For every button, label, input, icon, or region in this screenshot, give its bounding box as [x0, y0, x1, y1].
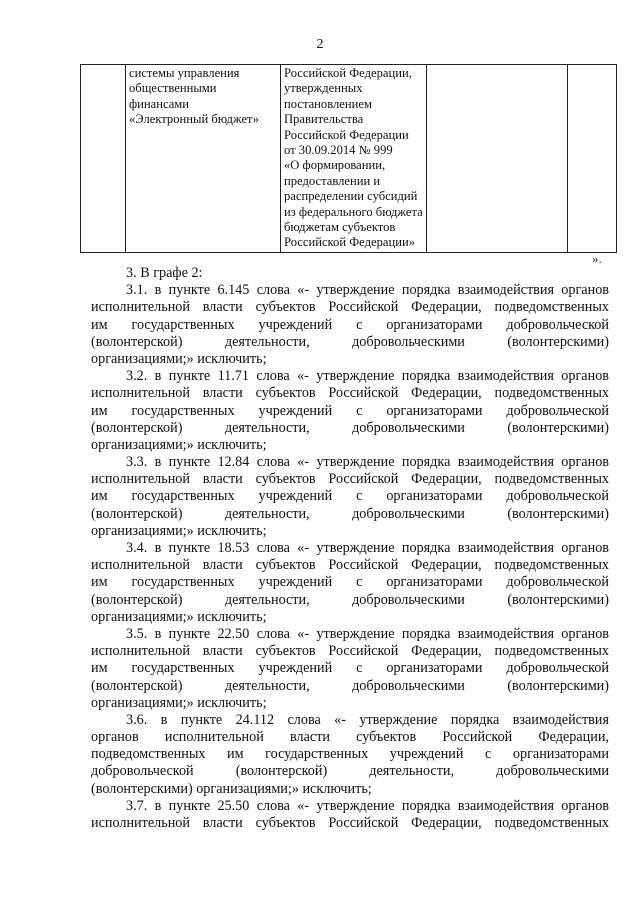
- paragraph-line: исполнительной власти субъектов Российской Федерации, подведомственных: [91, 385, 609, 402]
- paragraph-line: исполнительной власти субъектов Российской Федерации, подведомственных: [91, 471, 609, 488]
- amendment-item-3-6: [91, 712, 609, 798]
- cell-text-line: утвержденных: [284, 81, 363, 96]
- paragraph-line: им государственных учреждений с организаторами добровольческой: [91, 660, 609, 677]
- cell-text-line: Российской Федерации,: [284, 66, 412, 80]
- paragraph-line: организациями;» исключить;: [91, 436, 267, 453]
- amendment-item-3-3: [91, 454, 609, 540]
- cell-text-line: системы управления: [129, 66, 240, 80]
- paragraph-line: подведомственных им государственных учреждений с организаторами: [91, 746, 609, 763]
- section-heading: 3. В графе 2:: [126, 265, 203, 281]
- paragraph-line: организациями;» исключить;: [91, 694, 267, 711]
- page-number: 2: [316, 37, 324, 52]
- table-cell-empty-5: [567, 65, 616, 253]
- paragraph-line: (волонтерской) деятельности, добровольческими (волонтерскими): [91, 505, 609, 522]
- table-cell-system-name: [126, 65, 281, 253]
- paragraph-line: (волонтерскими) организациями;» исключить;: [91, 780, 372, 797]
- paragraph-line: исполнительной власти субъектов Российской Федерации, подведомственных: [91, 557, 609, 574]
- cell-text-line: «О формировании,: [284, 158, 386, 173]
- cell-text-line: постановлением: [284, 96, 372, 111]
- paragraph-line: им государственных учреждений с организаторами добровольческой: [91, 402, 609, 419]
- closing-quote-mark: ».: [592, 251, 602, 266]
- paragraph-line: 3.7. в пункте 25.50 слова «- утверждение порядка взаимодействия органов: [126, 797, 609, 814]
- paragraph-line: (волонтерской) деятельности, добровольческими (волонтерскими): [91, 419, 609, 436]
- paragraph-line: (волонтерской) деятельности, добровольческими (волонтерскими): [91, 677, 609, 694]
- cell-text-line: общественными: [129, 81, 217, 96]
- paragraph-line: организациями;» исключить;: [91, 350, 267, 367]
- table-cell-legal-basis: [281, 65, 427, 253]
- amendment-item-3-2: [91, 368, 609, 454]
- paragraph-line: исполнительной власти субъектов Российской Федерации, подведомственных: [91, 299, 609, 316]
- cell-text-line: из федерального бюджета: [284, 204, 423, 219]
- cell-text-line: бюджетам субъектов: [284, 220, 396, 235]
- amendments-text: [91, 265, 609, 832]
- cell-text-line: распределении субсидий: [284, 189, 418, 204]
- paragraph-line: им государственных учреждений с организаторами добровольческой: [91, 574, 609, 591]
- paragraph-line: организациями;» исключить;: [91, 522, 267, 539]
- paragraph-line: организациями;» исключить;: [91, 608, 267, 625]
- paragraph-line: исполнительной власти субъектов Российской Федерации, подведомственных: [91, 815, 609, 831]
- paragraph-line: 3.5. в пункте 22.50 слова «- утверждение порядка взаимодействия органов: [126, 625, 609, 642]
- paragraph-line: органов исполнительной власти субъектов Российской Федерации,: [91, 729, 609, 746]
- table-row: [81, 65, 617, 253]
- paragraph-line: исполнительной власти субъектов Российской Федерации, подведомственных: [91, 643, 609, 660]
- cell-text-line: «Электронный бюджет»: [129, 112, 259, 127]
- paragraph-line: им государственных учреждений с организаторами добровольческой: [91, 488, 609, 505]
- table-cell-empty-1: [81, 65, 126, 253]
- paragraph-line: им государственных учреждений с организаторами добровольческой: [91, 316, 609, 333]
- paragraph-line: 3.6. в пункте 24.112 слова «- утверждение порядка взаимодействия: [126, 711, 609, 728]
- cell-text-line: Российской Федерации: [284, 127, 409, 142]
- table-fragment: [80, 64, 617, 253]
- amendment-item-3-4: [91, 540, 609, 626]
- cell-text-line: от 30.09.2014 № 999: [284, 143, 393, 158]
- paragraph-line: (волонтерской) деятельности, добровольческими (волонтерскими): [91, 333, 609, 350]
- paragraph-line: 3.3. в пункте 12.84 слова «- утверждение порядка взаимодействия органов: [126, 454, 609, 471]
- table-cell-empty-4: [426, 65, 567, 253]
- cell-text-line: финансами: [129, 96, 190, 111]
- paragraph-line: добровольческой (волонтерской) деятельности, добровольческими: [91, 763, 609, 780]
- paragraph-line: 3.2. в пункте 11.71 слова «- утверждение порядка взаимодействия органов: [126, 368, 609, 385]
- cell-text-line: предоставлении и: [284, 173, 381, 188]
- paragraph-line: 3.4. в пункте 18.53 слова «- утверждение порядка взаимодействия органов: [126, 540, 609, 556]
- paragraph-line: (волонтерской) деятельности, добровольческими (волонтерскими): [91, 591, 609, 608]
- cell-text-line: Российской Федерации»: [284, 235, 415, 250]
- amendment-item-3-1: [91, 282, 609, 368]
- amendment-item-3-7: [91, 798, 609, 832]
- paragraph-line: 3.1. в пункте 6.145 слова «- утверждение порядка взаимодействия органов: [126, 282, 609, 299]
- cell-text-line: Правительства: [284, 112, 364, 127]
- amendment-item-3-5: [91, 626, 609, 712]
